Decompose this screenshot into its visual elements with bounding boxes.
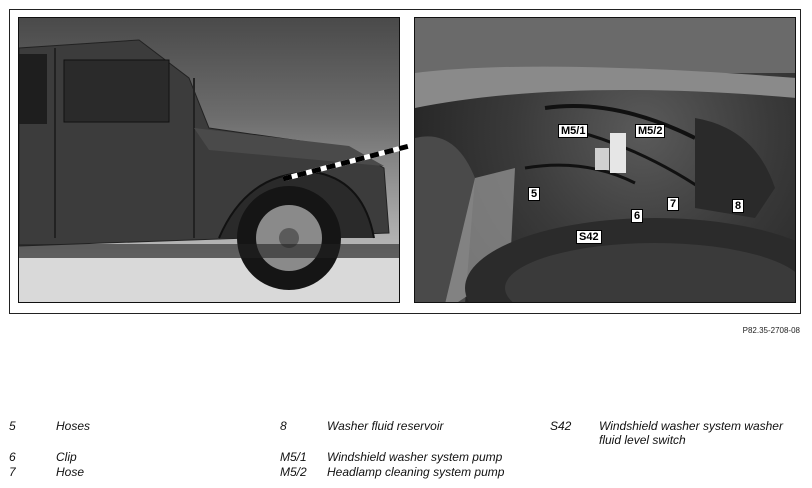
legend-text: Windshield washer system washer fluid level switch [599, 419, 783, 447]
legend-text: Headlamp cleaning system pump [327, 465, 505, 479]
legend-number: 8 [280, 419, 287, 433]
callout-8: 8 [732, 199, 744, 213]
legend-text: Clip [56, 450, 77, 464]
callout-5: 5 [528, 187, 540, 201]
legend-text: Windshield washer system pump [327, 450, 503, 464]
callout-connector [283, 141, 418, 181]
callout-6: 6 [631, 209, 643, 223]
legend [9, 418, 804, 484]
callout-s42: S42 [576, 230, 602, 244]
legend-text: Washer fluid reservoir [327, 419, 444, 433]
legend-text: Hoses [56, 419, 91, 433]
callout-m5-2: M5/2 [635, 124, 665, 138]
figure-reference-code: P82.35-2708-08 [742, 326, 800, 335]
legend-number: 5 [9, 419, 16, 433]
legend-number: 7 [9, 465, 16, 479]
engine-bay-photo [414, 17, 796, 303]
callout-m5-1: M5/1 [558, 124, 588, 138]
legend-number: M5/2 [280, 465, 307, 479]
callout-7: 7 [667, 197, 679, 211]
engine-bay-illustration [415, 18, 796, 303]
legend-number: 6 [9, 450, 16, 464]
legend-text: Hose [56, 465, 85, 479]
legend-number: S42 [550, 419, 572, 433]
legend-number: M5/1 [280, 450, 307, 464]
